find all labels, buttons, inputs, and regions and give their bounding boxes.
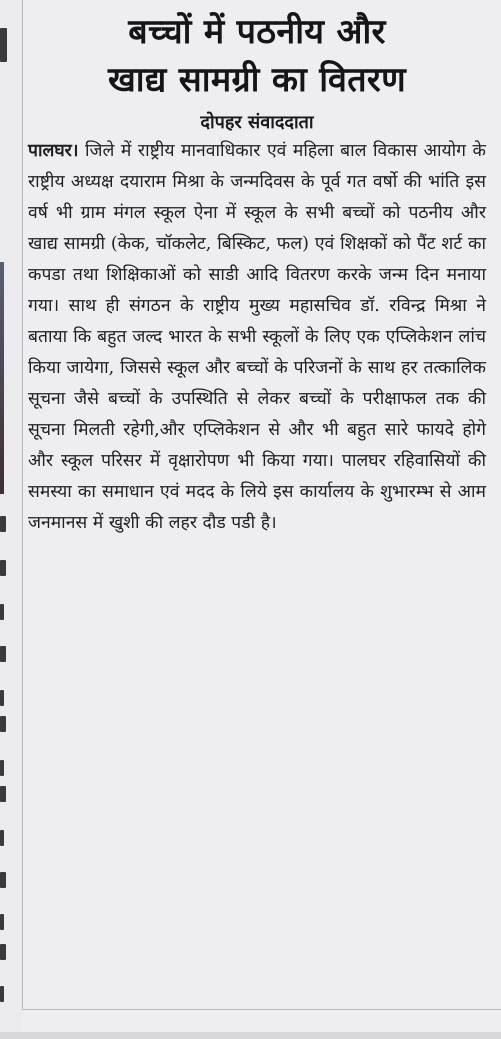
headline-line-1: बच्चों में पठनीय और <box>128 12 386 52</box>
adjacent-text-fragment <box>0 786 6 802</box>
headline-line-2: खाद्य सामग्री का वितरण <box>107 60 407 100</box>
adjacent-text-fragment <box>0 986 4 1002</box>
article-bottom-rule <box>22 1009 501 1010</box>
adjacent-text-fragment <box>0 560 6 576</box>
article-byline: दोपहर संवाददाता <box>200 112 314 133</box>
adjacent-text-fragment <box>0 690 4 706</box>
page-bottom-edge <box>0 1032 501 1039</box>
adjacent-text-fragment <box>0 28 7 62</box>
adjacent-text-fragment <box>0 830 4 846</box>
adjacent-photo-edge <box>0 262 4 494</box>
article-body <box>28 136 486 539</box>
news-article <box>28 8 486 539</box>
adjacent-text-fragment <box>0 604 4 620</box>
article-body-text: जिले में राष्ट्रीय मानवाधिकार एवं महिला बाल विकास आयोग के राष्ट्रीय अध्यक्ष दयाराम मिश्रा के जन्मदिवस के पूर्व गत वर्षो की भांति इस वर्ष भी ग्राम मंगल स्कूल ऐना में स्कूल के सभी बच्चों को पठनीय और खाद्य सामग्री (केक, चॉकलेट, बिस्किट, फल) एवं शिक्षकों को पैंट शर्ट का कपडा तथा शिक्षिकाओं को साडी आदि वितरण करके जन्म दिन मनाया गया। साथ ही संगठन के राष्ट्रीय मुख्य महासचिव डॉ. रविन्द्र मिश्रा ने बताया कि बहुत जल्द भारत के सभी स्कूलों के लिए एक एप्लिकेशन लांच किया जायेगा, जिससे स्कूल और बच्चों के परिजनों के साथ हर तत्कालिक सूचना जैसे बच्चों के उपस्थिति से लेकर बच्चों के परीक्षाफल तक की सूचना मिलती रहेगी,और एप्लिकेशन से और भी बहुत सारे फायदे होगे और स्कूल परिसर में वृक्षारोपण भी किया गया। पालघर रहिवासियों की समस्या का समाधान एवं मदद के लिये इस कार्यालय के शुभारम्भ से आम जनमानस में खुशी की लहर दौड पडी है। <box>28 141 486 533</box>
article-dateline: पालघर। <box>28 141 79 161</box>
adjacent-text-fragment <box>0 872 6 888</box>
adjacent-text-fragment <box>0 944 6 960</box>
column-divider <box>22 0 23 1010</box>
article-headline <box>28 8 486 104</box>
adjacent-text-fragment <box>0 516 6 532</box>
adjacent-text-fragment <box>0 646 6 662</box>
adjacent-text-fragment <box>0 716 6 732</box>
adjacent-text-fragment <box>0 760 4 776</box>
adjacent-text-fragment <box>0 914 4 930</box>
